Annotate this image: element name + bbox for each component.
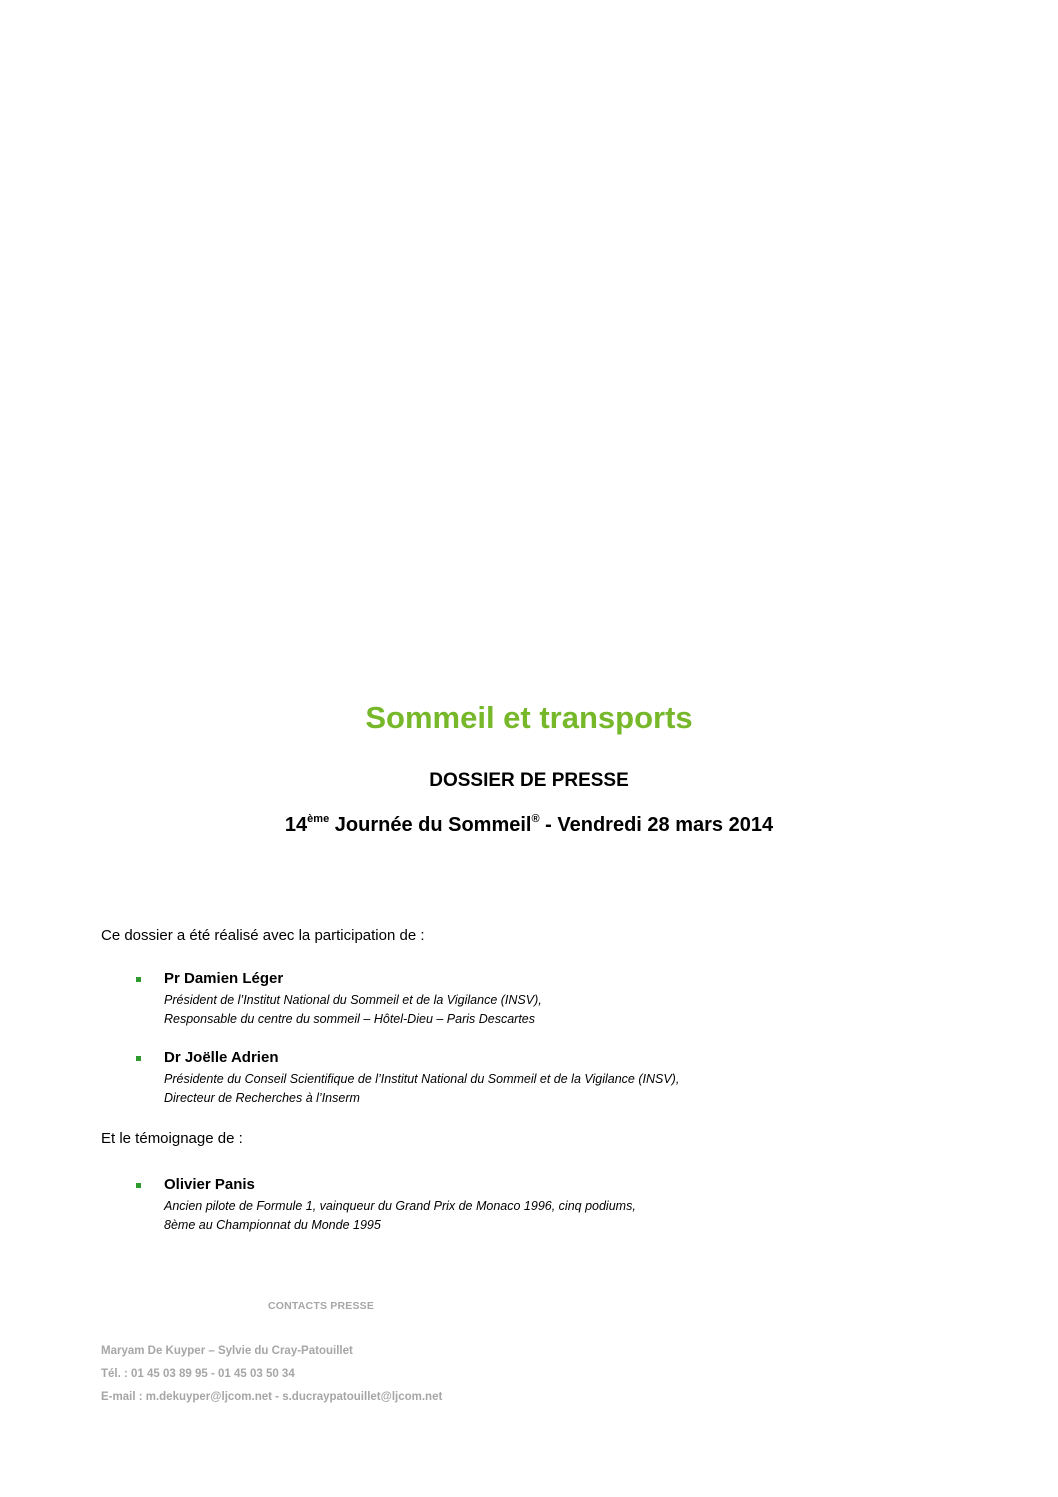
square-bullet-icon [136,1183,141,1188]
square-bullet-icon [136,1056,141,1061]
participant-role: Directeur de Recherches à l’Inserm [164,1091,360,1105]
event-name: Journée du Sommeil [334,814,532,836]
participant-name: Dr Joëlle Adrien [164,1049,279,1066]
event-line [0,814,1058,837]
witness-name: Olivier Panis [164,1176,255,1193]
event-number: 14 [284,814,308,836]
square-bullet-icon [136,977,141,982]
document-title: Sommeil et transports [365,700,693,735]
contact-names: Maryam De Kuyper – Sylvie du Cray-Patouillet [101,1345,353,1357]
event-date: - Vendredi 28 mars 2014 [545,814,774,836]
participant-role: Président de l’Institut National du Sommeil et de la Vigilance (INSV), [164,993,542,1007]
event-ordinal-suffix: ème [307,813,330,825]
contact-email: E-mail : m.dekuyper@ljcom.net - s.ducraypatouillet@ljcom.net [101,1391,443,1403]
registered-mark: ® [531,813,540,825]
participant-role: Présidente du Conseil Scientifique de l’Institut National du Sommeil et de la Vigilance (INSV), [164,1072,680,1086]
contact-phone: Tél. : 01 45 03 89 95 - 01 45 03 50 34 [101,1368,295,1380]
witness-role: Ancien pilote de Formule 1, vainqueur du Grand Prix de Monaco 1996, cinq podiums, [164,1199,636,1213]
document-subtitle: DOSSIER DE PRESSE [429,770,629,791]
participation-intro: Ce dossier a été réalisé avec la participation de : [101,927,425,944]
participant-name: Pr Damien Léger [164,970,284,987]
witness-intro: Et le témoignage de : [101,1130,243,1147]
contacts-heading: CONTACTS PRESSE [268,1300,375,1312]
witness-role: 8ème au Championnat du Monde 1995 [164,1218,381,1232]
participant-role: Responsable du centre du sommeil – Hôtel-Dieu – Paris Descartes [164,1012,536,1026]
